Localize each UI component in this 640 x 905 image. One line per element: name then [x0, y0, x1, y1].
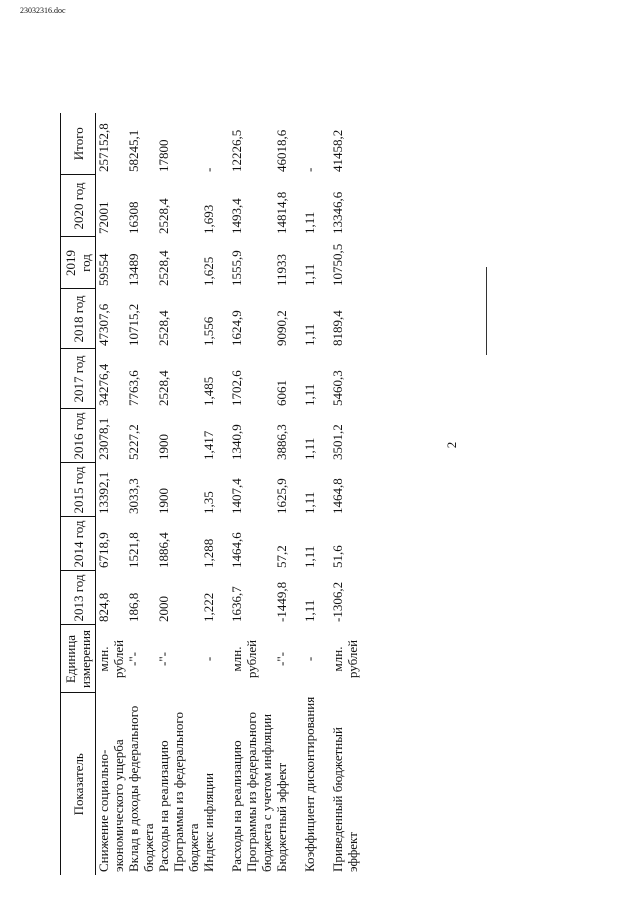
value-cell: 1625,9: [274, 478, 289, 514]
value-cell: -: [302, 167, 317, 172]
value-cell: 41458,2: [330, 129, 345, 172]
value-cell: 11933: [274, 253, 289, 286]
header-total: Итого: [61, 113, 96, 175]
value-cell: 51,6: [330, 545, 345, 568]
value-cell: 1521,8: [126, 532, 141, 568]
unit-cell: -"-: [274, 652, 289, 666]
unit-cell: млн. рублей: [229, 639, 259, 679]
indicator-cell: Бюджетный эффект: [274, 762, 289, 872]
value-cell: 72001: [96, 201, 111, 234]
value-cell: 3033,3: [126, 478, 141, 514]
value-cell: 824,8: [96, 592, 111, 622]
value-cell: 1407,4: [229, 478, 244, 514]
value-cell: 1702,6: [229, 370, 244, 406]
indicator-cell: Коэффициент дисконтирования: [302, 696, 317, 872]
unit-cell: -: [302, 656, 317, 662]
value-cell: 1493,4: [229, 198, 244, 234]
value-cell: 58245,1: [126, 129, 141, 172]
value-cell: 1,693: [201, 204, 216, 234]
efficiency-table: [60, 113, 360, 875]
header-indicator: Показатель: [61, 693, 96, 875]
value-cell: 1,288: [201, 538, 216, 568]
value-cell: 1,485: [201, 376, 216, 406]
table-row: [96, 113, 127, 875]
value-cell: 1555,9: [229, 250, 244, 286]
value-cell: 2528,4: [156, 250, 171, 286]
header-year: 2015 год: [61, 463, 96, 517]
value-cell: 13346,6: [330, 191, 345, 234]
indicator-cell: Расходы на реализацию Программы из федерального бюджета: [156, 712, 201, 872]
value-cell: 13392,1: [96, 471, 111, 514]
table-row: [229, 113, 274, 875]
value-cell: 1,11: [302, 263, 317, 286]
header-year: 2020 год: [61, 175, 96, 237]
value-cell: 12226,5: [229, 129, 244, 172]
value-cell: 2000: [156, 596, 171, 622]
value-cell: 2528,4: [156, 370, 171, 406]
value-cell: 1,417: [201, 430, 216, 460]
page-number: 2: [444, 441, 459, 449]
value-cell: 10715,2: [126, 303, 141, 346]
value-cell: 1,556: [201, 316, 216, 346]
header-year: 2019 год: [61, 237, 96, 289]
value-cell: 17800: [156, 139, 171, 172]
indicator-cell: Вклад в доходы федерального бюджета: [126, 705, 156, 872]
value-cell: 1624,9: [229, 310, 244, 346]
value-cell: 46018,6: [274, 129, 289, 172]
value-cell: 9090,2: [274, 310, 289, 346]
value-cell: -: [201, 167, 216, 172]
value-cell: 1340,9: [229, 424, 244, 460]
value-cell: 6718,9: [96, 532, 111, 568]
value-cell: 59554: [96, 253, 111, 286]
value-cell: 2528,4: [156, 310, 171, 346]
header-year: 2017 год: [61, 349, 96, 409]
table-header-row: [61, 113, 96, 875]
value-cell: 1464,6: [229, 532, 244, 568]
value-cell: 1,11: [302, 437, 317, 460]
value-cell: 1,11: [302, 491, 317, 514]
value-cell: 34276,4: [96, 363, 111, 406]
value-cell: 1,11: [302, 599, 317, 622]
value-cell: 10750,5: [330, 243, 345, 286]
value-cell: 1,11: [302, 545, 317, 568]
unit-cell: -"-: [126, 652, 141, 666]
header-unit: Единица измерения: [61, 625, 96, 693]
header-year: 2016 год: [61, 409, 96, 463]
value-cell: -1306,2: [330, 581, 345, 622]
value-cell: 186,8: [126, 592, 141, 622]
unit-cell: млн. рублей: [96, 639, 126, 679]
value-cell: 7763,6: [126, 370, 141, 406]
value-cell: 1,35: [201, 491, 216, 514]
header-year: 2014 год: [61, 517, 96, 571]
unit-cell: млн. рублей: [330, 639, 360, 679]
indicator-cell: Приведенный бюджетный эффект: [330, 727, 360, 872]
table-row: [201, 113, 229, 875]
value-cell: 1900: [156, 434, 171, 460]
value-cell: 2528,4: [156, 198, 171, 234]
value-cell: 5460,3: [330, 370, 345, 406]
footer-filename: 23032316.doc: [20, 6, 66, 15]
footnote-line: [486, 267, 487, 355]
header-year: 2013 год: [61, 571, 96, 625]
value-cell: 6061: [274, 380, 289, 406]
value-cell: 5227,2: [126, 424, 141, 460]
value-cell: 8189,4: [330, 310, 345, 346]
value-cell: 1,625: [201, 256, 216, 286]
table-row: [302, 113, 330, 875]
indicator-cell: Расходы на реализацию Программы из федерального бюджета с учетом инфляции: [229, 712, 274, 872]
value-cell: 16308: [126, 201, 141, 234]
value-cell: 1,222: [201, 592, 216, 622]
value-cell: 23078,1: [96, 417, 111, 460]
value-cell: 1464,8: [330, 478, 345, 514]
value-cell: -1449,8: [274, 581, 289, 622]
value-cell: 1,11: [302, 383, 317, 406]
value-cell: 3886,3: [274, 424, 289, 460]
table-row: [126, 113, 156, 875]
value-cell: 47307,6: [96, 303, 111, 346]
value-cell: 13489: [126, 253, 141, 286]
table-row: [330, 113, 360, 875]
value-cell: 57,2: [274, 545, 289, 568]
table-row: [156, 113, 201, 875]
value-cell: 14814,8: [274, 191, 289, 234]
value-cell: 1900: [156, 488, 171, 514]
unit-cell: -: [201, 656, 216, 662]
indicator-cell: Индекс инфляции: [201, 772, 216, 872]
table-row: [274, 113, 302, 875]
header-year: 2018 год: [61, 289, 96, 349]
value-cell: 3501,2: [330, 424, 345, 460]
value-cell: 257152,8: [96, 123, 111, 172]
value-cell: 1886,4: [156, 532, 171, 568]
value-cell: 1636,7: [229, 586, 244, 622]
indicator-cell: Снижение социально-экономического ущерба: [96, 739, 126, 872]
unit-cell: -"-: [156, 652, 171, 666]
value-cell: 1,11: [302, 211, 317, 234]
value-cell: 1,11: [302, 323, 317, 346]
